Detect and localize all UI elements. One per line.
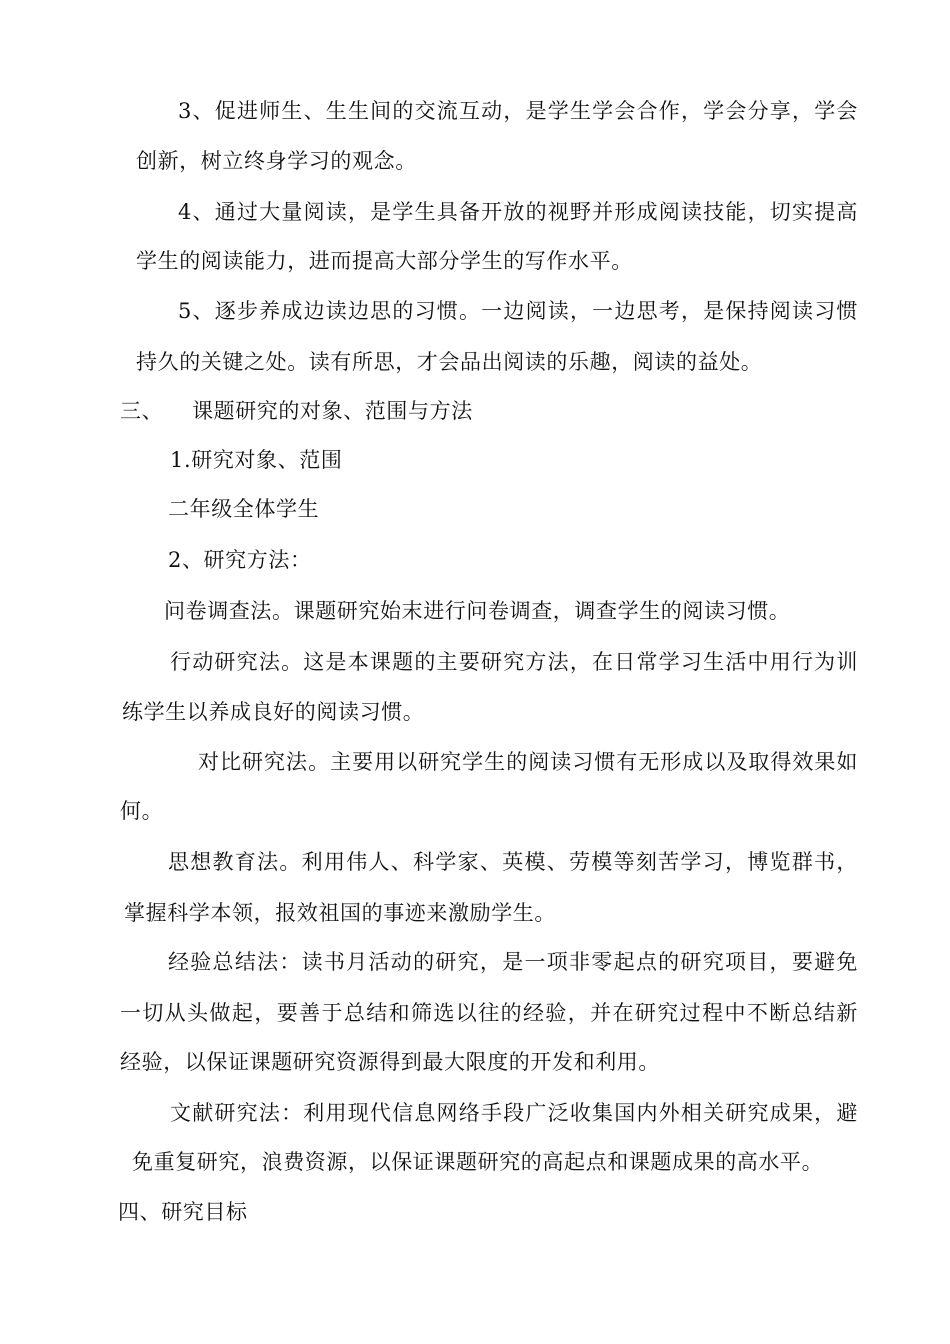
subheading-research-object: 1.研究对象、范围 bbox=[170, 448, 343, 472]
method-experience-line-2: 一切从头做起，要善于总结和筛选以往的经验，并在研究过程中不断总结新 bbox=[120, 1001, 858, 1025]
section-4-heading: 四、研究目标 bbox=[118, 1200, 248, 1224]
paragraph-3-line-2: 创新，树立终身学习的观念。 bbox=[136, 149, 417, 173]
method-literature-line-2: 免重复研究，浪费资源，以保证课题研究的高起点和课题成果的高水平。 bbox=[132, 1150, 824, 1174]
method-ideology-line-1: 思想教育法。利用伟人、科学家、英模、劳模等刻苦学习，博览群书， bbox=[168, 850, 858, 874]
method-ideology-line-2: 掌握科学本领，报效祖国的事迹来激励学生。 bbox=[124, 901, 556, 925]
method-experience-line-1: 经验总结法：读书月活动的研究，是一项非零起点的研究项目，要避免 bbox=[168, 950, 858, 974]
section-3-heading: 课题研究的对象、范围与方法 bbox=[192, 399, 473, 423]
method-comparison-line-1: 对比研究法。主要用以研究学生的阅读习惯有无形成以及取得效果如 bbox=[198, 750, 858, 774]
paragraph-4-line-1: 4、通过大量阅读，是学生具备开放的视野并形成阅读技能，切实提高 bbox=[178, 200, 858, 224]
method-action-line-2: 练学生以养成良好的阅读习惯。 bbox=[122, 700, 425, 724]
subheading-research-methods: 2、研究方法： bbox=[168, 548, 312, 572]
method-comparison-line-2: 何。 bbox=[120, 799, 164, 823]
paragraph-3-line-1: 3、促进师生、生生间的交流互动，是学生学会合作，学会分享，学会 bbox=[178, 99, 858, 123]
method-experience-line-3: 经验，以保证课题研究资源得到最大限度的开发和利用。 bbox=[120, 1050, 660, 1074]
method-questionnaire: 问卷调查法。课题研究始末进行问卷调查，调查学生的阅读习惯。 bbox=[164, 599, 791, 623]
paragraph-5-line-2: 持久的关键之处。读有所思，才会品出阅读的乐趣，阅读的益处。 bbox=[136, 350, 763, 374]
method-action-line-1: 行动研究法。这是本课题的主要研究方法，在日常学习生活中用行为训 bbox=[170, 650, 858, 674]
section-3-number: 三、 bbox=[120, 399, 164, 423]
paragraph-5-line-1: 5、逐步养成边读边思的习惯。一边阅读，一边思考，是保持阅读习惯 bbox=[178, 299, 858, 323]
research-object-text: 二年级全体学生 bbox=[168, 497, 320, 521]
paragraph-4-line-2: 学生的阅读能力，进而提高大部分学生的写作水平。 bbox=[136, 249, 633, 273]
method-literature-line-1: 文献研究法：利用现代信息网络手段广泛收集国内外相关研究成果，避 bbox=[170, 1101, 858, 1125]
